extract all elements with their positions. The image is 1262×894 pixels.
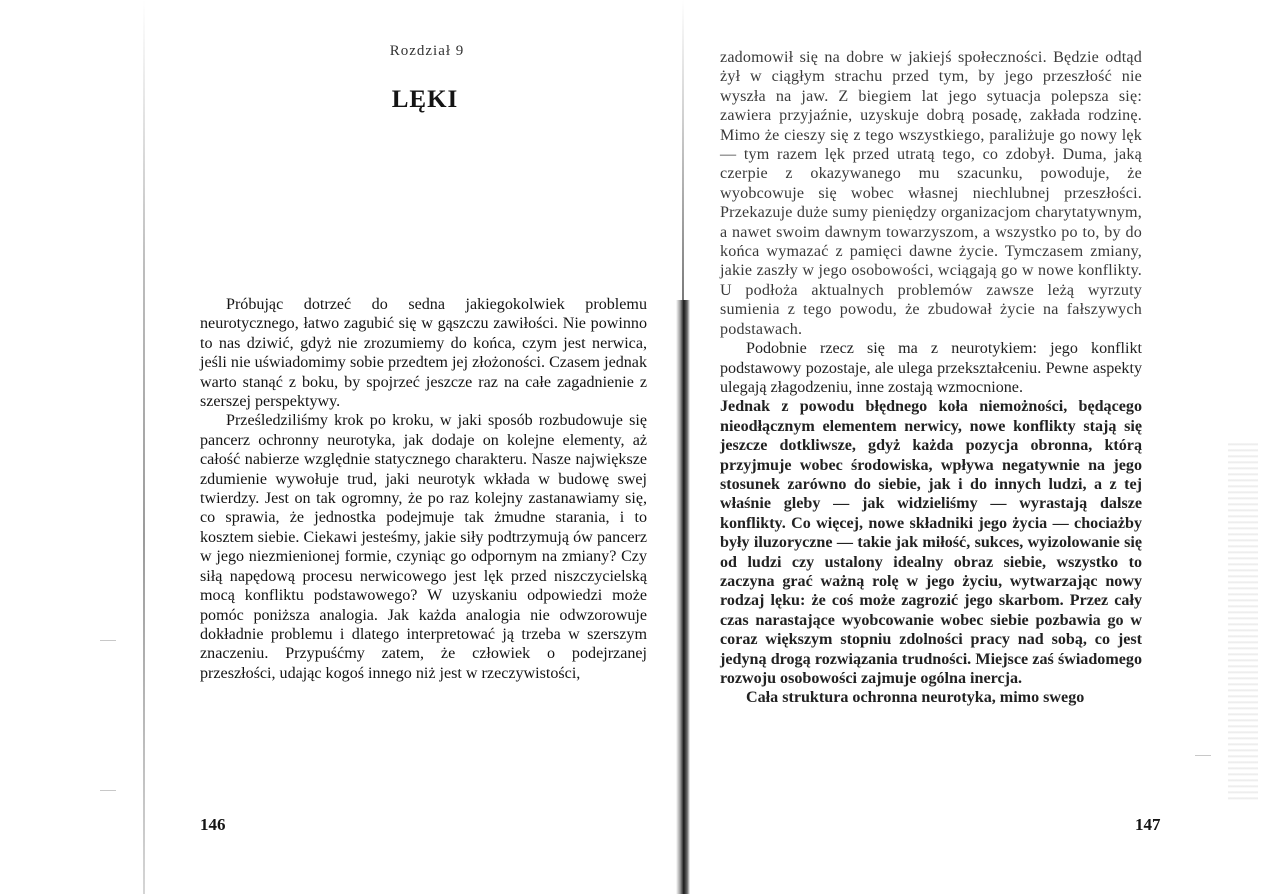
right-paragraph-2: Podobnie rzecz się ma z neurotykiem: jego konflikt podstawowy pozostaje, ale ulega przekształceniu. Pewne aspekty ulegają złagodzeniu, inne zostają wzmocnione. [720, 340, 1142, 396]
chapter-label: Rozdział 9 [389, 43, 465, 59]
left-page-number: 146 [200, 815, 226, 834]
right-page [680, 0, 1262, 894]
right-paragraph-1: zadomowił się na dobre w jakiejś społeczności. Będzie odtąd żył w ciągłym strachu przed tym, by jego przeszłość nie wyszła na jaw. Z biegiem lat jego sytuacja polepsza się: zawiera przyjaźnie, uzyskuje dobrą posadę, zakłada rodzinę. Mimo że cieszy się z tego wszystkiego, paraliżuje go nowy lęk — tym razem lęk przed utratą tego, co zdobył. Duma, jaką czerpie z okazywanego mu szacunku, powoduje, że wyobcowuje się wobec własnej niechlubnej przeszłości. Przekazuje duże sumy pieniędzy organizacjom charytatywnym, a nawet swoim dawnym towarzyszom, a wszystko po to, by do końca wymazać z pamięci dawne życie. Tymczasem zmiany, jakie zaszły w jego osobowości, wciągają go w nowe konflikty. U podłoża aktualnych problemów zawsze leżą wyrzuty sumienia z tego powodu, że zbudował życie na fałszywych podstawach. [720, 49, 1142, 338]
right-page-body [720, 48, 1142, 708]
scan-mark [100, 790, 116, 791]
right-scan-edge [1228, 440, 1258, 800]
book-gutter-top [682, 0, 684, 300]
right-paragraph-3: Jednak z powodu błędnego koła niemożności, będącego nieodłącznym elementem nerwicy, nowe konflikty stają się jeszcze dotkliwsze, gdyż każda pozycja obronna, którą przyjmuje wobec środowiska, wpływa negatywnie na jego stosunek zarówno do siebie, jak i do innych ludzi, a z tej właśnie gleby — jak widzieliśmy — wyrastają dalsze konflikty. Co więcej, nowe składniki jego życia — chociażby były iluzoryczne — takie jak miłość, sukces, wyizolowanie się od ludzi czy ustalony idealny obraz siebie, wszystko to zaczyna grać ważną rolę w jego życiu, wytwarzając nowy rodzaj lęku: że coś może zagrozić jego skarbom. Przez cały czas narastające wyobcowanie wobec siebie pozbawia go w coraz większym stopniu zdolności pracy nad sobą, co jest jedyną drogą rozwiązania trudności. Miejsce zaś świadomego rozwoju osobowości zajmuje ogólna inercja. [720, 398, 1142, 687]
right-page-number: 147 [1135, 815, 1161, 834]
scan-mark [100, 640, 116, 641]
left-scan-edge [143, 0, 145, 894]
left-page-body [200, 295, 647, 683]
scan-mark [1195, 755, 1211, 756]
book-gutter-shadow [676, 300, 690, 894]
left-paragraph-2: Prześledziliśmy krok po kroku, w jaki sposób rozbudowuje się pancerz ochronny neurotyka, jak dodaje on kolejne elementy, aż całość nabierze względnie statycznego charakteru. Nasze największe zdumienie wywołuje trud, jaki neurotyk wkłada w budowę swej twierdzy. Jest on tak ogromny, że po raz kolejny zastanawiamy się, co sprawia, że jednostka podejmuje tak żmudne starania, i to kosztem siebie. Ciekawi jesteśmy, jakie siły podtrzymują ów pancerz w jego niezmienionej formie, czyniąc go odpornym na zmiany? Czy siłą napędową procesu nerwicowego jest lęk przed niszczycielską mocą konfliktu podstawowego? W uzyskaniu odpowiedzi może pomóc poniższa analogia. Jak każda analogia nie odwzorowuje dokładnie problemu i dlatego interpretować ją trzeba w szerszym znaczeniu. Przypuśćmy zatem, że człowiek o podejrzanej przeszłości, udając kogoś innego niż jest w rzeczywistości, [200, 412, 647, 682]
left-paragraph-1: Próbując dotrzeć do sedna jakiegokolwiek problemu neurotycznego, łatwo zagubić się w gąszczu zawiłości. Nie powinno to nas dziwić, gdyż nie zrozumiemy do końca, czym jest nerwica, jeśli nie uświadomimy sobie przedtem jej złożoności. Czasem jednak warto stanąć z boku, by spojrzeć jeszcze raz na całe zagadnienie z szerszej perspektywy. [200, 296, 647, 411]
chapter-title: LĘKI [391, 86, 459, 113]
right-paragraph-4: Cała struktura ochronna neurotyka, mimo swego [746, 689, 1085, 707]
